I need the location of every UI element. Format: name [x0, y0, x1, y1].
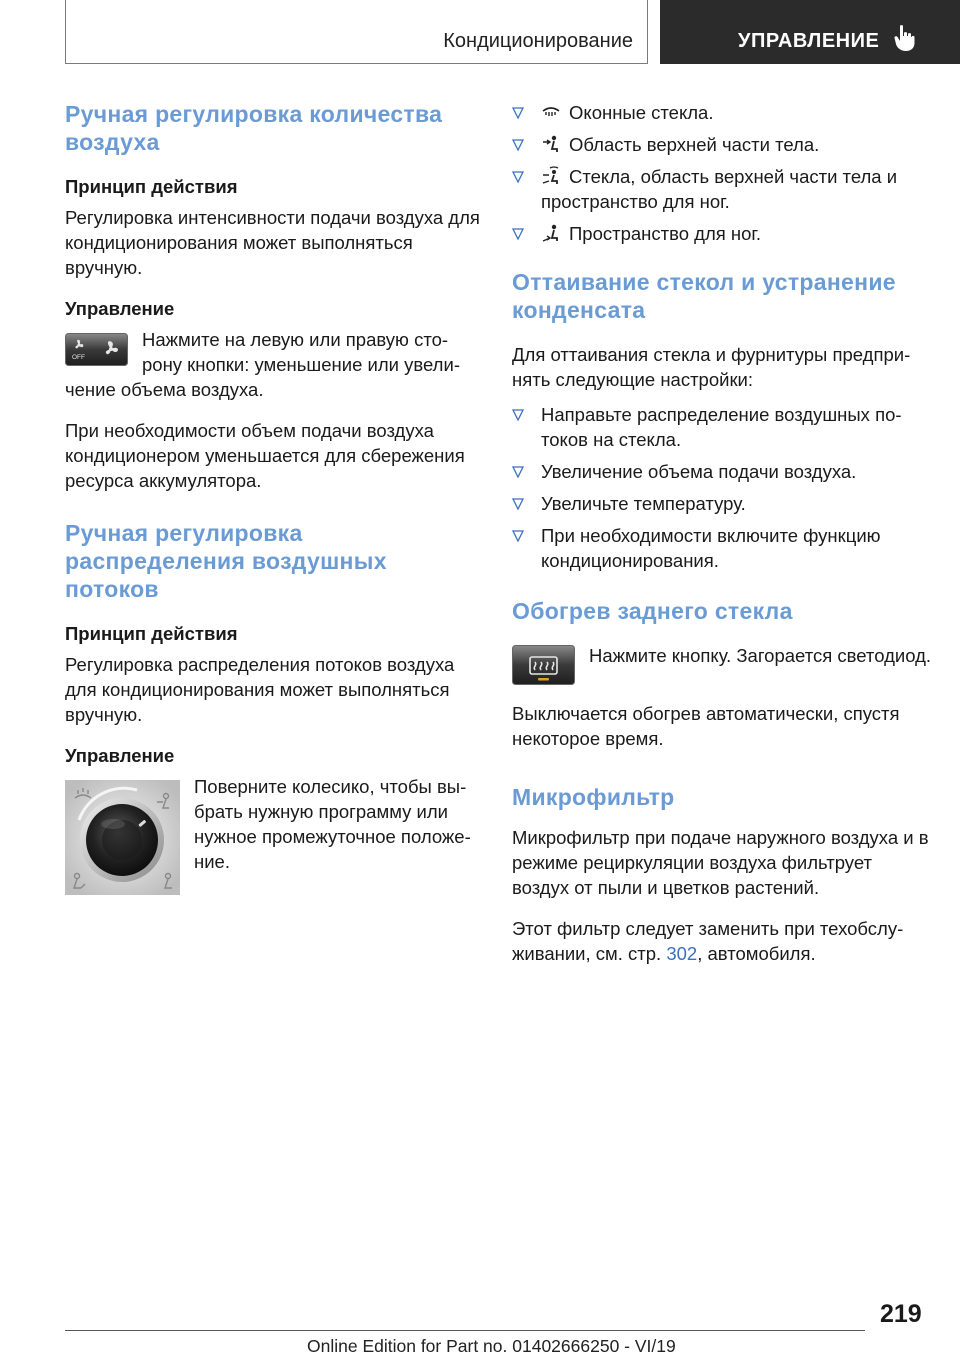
section-title-rear-window: Обогрев заднего стекла	[512, 598, 793, 624]
triangle-bullet-icon	[512, 139, 524, 151]
distribution-list	[512, 100, 932, 246]
triangle-bullet-icon	[512, 171, 524, 183]
section-title-air-distribution: Ручная регулировка распределения воздушных потоков	[65, 520, 387, 602]
list-item: Стекла, область верхней части тела и пространство для ног.	[512, 164, 932, 214]
control-heading-2: Управление	[65, 745, 175, 766]
air-amount-control-text: Нажмите на левую или правую сторону кнопки: уменьшение или увеличение объема воздуха.	[65, 329, 460, 400]
section-title-microfilter: Микрофильтр	[512, 784, 675, 810]
led-indicator-icon	[538, 678, 549, 681]
list-item: При необходимости включите функцию кондиционирования.	[512, 523, 932, 573]
windshield-airflow-icon	[541, 104, 561, 122]
footwell-airflow-icon	[541, 223, 561, 243]
rear-defrost-button-image	[512, 645, 575, 685]
triangle-bullet-icon	[512, 530, 524, 542]
control-heading: Управление	[65, 298, 175, 319]
page-reference-link[interactable]: 302	[666, 943, 698, 964]
air-distribution-control	[65, 774, 480, 895]
section-title-defrost: Оттаивание стекол и устранение конденсата	[512, 269, 896, 323]
battery-note: При необходимости объем подачи воздуха кондиционером уменьшается для сбережения ресурса аккумулятора.	[65, 420, 465, 491]
list-item: Направьте распределение воздушных потоков на стекла.	[512, 402, 932, 452]
defrost-steps	[512, 402, 932, 573]
air-distribution-control-text: Поверните колесико, чтобы выбрать нужную программу или нужное промежуточное положение.	[194, 776, 471, 872]
left-column	[65, 100, 480, 911]
header-section-title: Кондиционирование	[443, 30, 633, 52]
list-item: Увеличение объема подачи воздуха.	[512, 459, 932, 484]
distribution-knob-image	[65, 780, 180, 895]
fan-button-image	[65, 333, 128, 366]
header-chapter-title: УПРАВЛЕНИЕ	[738, 30, 880, 52]
list-item: Пространство для ног.	[512, 221, 932, 246]
principle-text: Регулировка интенсивности подачи воздуха для кондиционирования может выполняться вручную.	[65, 207, 480, 278]
edition-footer: Online Edition for Part no. 01402666250 - VI/19	[307, 1336, 676, 1356]
triangle-bullet-icon	[512, 498, 524, 510]
window-body-feet-airflow-icon	[541, 166, 561, 186]
triangle-bullet-icon	[512, 466, 524, 478]
upper-body-airflow-icon	[541, 134, 561, 154]
list-item: Область верхней части тела.	[512, 132, 932, 157]
page-number: 219	[880, 1300, 922, 1328]
triangle-bullet-icon	[512, 409, 524, 421]
list-item: Оконные стекла.	[512, 100, 932, 125]
defrost-intro: Для оттаивания стекла и фурнитуры предпринять следующие настройки:	[512, 344, 911, 390]
section-title-air-amount: Ручная регулировка количества воздуха	[65, 101, 443, 155]
footer-divider	[65, 1330, 865, 1331]
svg-text:OFF: OFF	[72, 354, 85, 361]
triangle-bullet-icon	[512, 228, 524, 240]
right-column	[512, 100, 932, 982]
header-chapter-tab	[660, 0, 960, 64]
microfilter-text: Микрофильтр при подаче наружного воздуха и в режиме рециркуляции воздуха фильтрует воздух от пыли и цветков растений.	[512, 827, 929, 898]
principle-text-2: Регулировка распределения потоков воздуха для кондиционирования может выполняться вручную.	[65, 654, 455, 725]
rear-window-note: Выключается обогрев автоматически, спустя некоторое время.	[512, 703, 900, 749]
principle-heading-2: Принцип действия	[65, 623, 238, 644]
hand-pointer-icon	[894, 24, 916, 52]
triangle-bullet-icon	[512, 107, 524, 119]
microfilter-replace-text: Этот фильтр следует заменить при техобслуживании, см. стр. 302, автомобиля.	[512, 918, 904, 964]
rear-window-control-text: Нажмите кнопку. Загорается светодиод.	[589, 645, 932, 666]
air-amount-control	[65, 327, 480, 402]
principle-heading: Принцип действия	[65, 176, 238, 197]
header-section-box	[65, 0, 648, 64]
list-item: Увеличьте температуру.	[512, 491, 932, 516]
rear-window-control	[512, 643, 932, 685]
